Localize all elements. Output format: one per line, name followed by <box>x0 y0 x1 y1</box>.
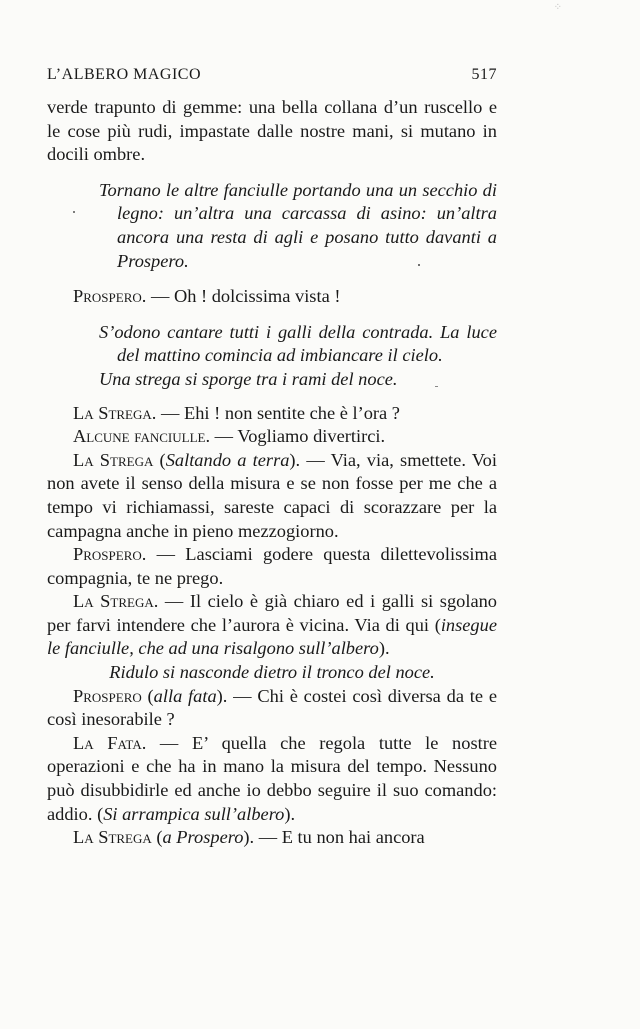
dialogue-line: La Strega. — Il cielo è già chiaro ed i galli si sgolano per farvi intendere che l’aurora è vicina. Via di qui (insegue le fanciulle, che ad una risalgono sull’albero). <box>47 591 498 659</box>
stage-direction: S’odono cantare tutti i galli della contrada. La luce del mattino comincia ad imbiancare il cielo. <box>99 321 497 366</box>
dialogue-line: La Strega (a Prospero). — E tu non hai ancora <box>73 827 425 848</box>
speaker-name: Prospero <box>73 685 142 706</box>
dialogue-line <box>47 543 497 590</box>
dialogue-line <box>47 425 497 449</box>
running-header <box>47 66 497 88</box>
dialogue-text: — Lasciami godere questa dilettevolissima compagnia, te ne prego. <box>47 544 497 588</box>
speaker-name: La Strega. <box>73 402 157 423</box>
dialogue-text: — E tu non hai ancora <box>254 827 425 848</box>
dialogue-text: — Chi è costei così diversa da te e così inesorabile ? <box>47 685 497 730</box>
page-body <box>47 96 497 850</box>
stage-direction: Ridulo si nasconde dietro il tronco del noce. <box>109 662 435 683</box>
stage-note: a Prospero <box>162 827 244 848</box>
running-title: L’ALBERO MAGICO <box>47 66 202 83</box>
paragraph-continuation: verde trapunto di gemme: una bella collana d’un ruscello e le cose più rudi, impastate dalle nostre mani, si mutano in docili ombre. <box>47 97 497 165</box>
speaker-name: La Strega <box>73 827 152 848</box>
speaker-name: La Strega. <box>73 591 159 612</box>
stage-direction: Una strega si sporge tra i rami del noce. <box>99 368 398 389</box>
stage-direction: Tornano le altre fanciulle portando una un secchio di legno: un’altra una carcassa di asino: un’altra ancora una resta di agli e posano tutto davanti a Prospero. <box>99 179 497 271</box>
dialogue-text: — E’ quella che regola tutte le nostre operazioni e che ha in mano la misura del tempo. Nessuno può disubbidirle ed anche io debbo seguire il suo comando: addio. <box>47 732 497 824</box>
speaker-name: Prospero. <box>73 544 147 565</box>
stage-note: alla fata <box>153 685 217 706</box>
dialogue-text: — Ehi ! non sentite che è l’ora ? <box>156 402 400 423</box>
speaker-name: La Fata. <box>73 732 147 753</box>
speaker-name: Prospero. <box>73 286 147 307</box>
dialogue-line: La Strega (Saltando a terra). — Via, via, smettete. Voi non avete il senso della misura e se non fosse per me che a tempo vi richiamassi, sareste capaci di scorazzare per la campagna anche in pieno mezzogiorno. <box>47 449 497 541</box>
dialogue-line: La Fata. — E’ quella che regola tutte le nostre operazioni e che ha in mano la misura del tempo. Nessuno può disubbidirle ed anche io debbo seguire il suo comando: addio. (Si arrampica sull’albero). <box>47 732 497 824</box>
dialogue-line <box>47 285 497 309</box>
corner-mark: ⁘ <box>553 2 562 13</box>
stage-note: insegue le fanciulle, che ad una risalgono sull’albero <box>47 614 497 659</box>
dialogue-text: — Vogliamo divertirci. <box>210 426 386 447</box>
dialogue-line <box>47 402 497 426</box>
speaker-name: La Strega <box>73 449 154 470</box>
dialogue-line: Prospero (alla fata). — Chi è costei così diversa da te e così inesorabile ? <box>47 685 497 730</box>
dialogue-text: — Via, via, smettete. Voi non avete il senso della misura e se non fosse per me che a tempo vi richiamassi, sareste capaci di scorazzare per la campagna anche in pieno mezzogiorno. <box>47 449 497 541</box>
stage-note: Si arrampica sull’albero <box>103 803 285 824</box>
dialogue-text: — Oh ! dolcissima vista ! <box>146 286 341 307</box>
speaker-name: Alcune fanciulle. <box>73 426 211 447</box>
dialogue-text: — Il cielo è già chiaro ed i galli si sgolano per farvi intendere che l’aurora è vicina. Via di qui <box>47 591 498 635</box>
stage-note: Saltando a terra <box>165 449 290 470</box>
page-number: 517 <box>471 66 497 83</box>
